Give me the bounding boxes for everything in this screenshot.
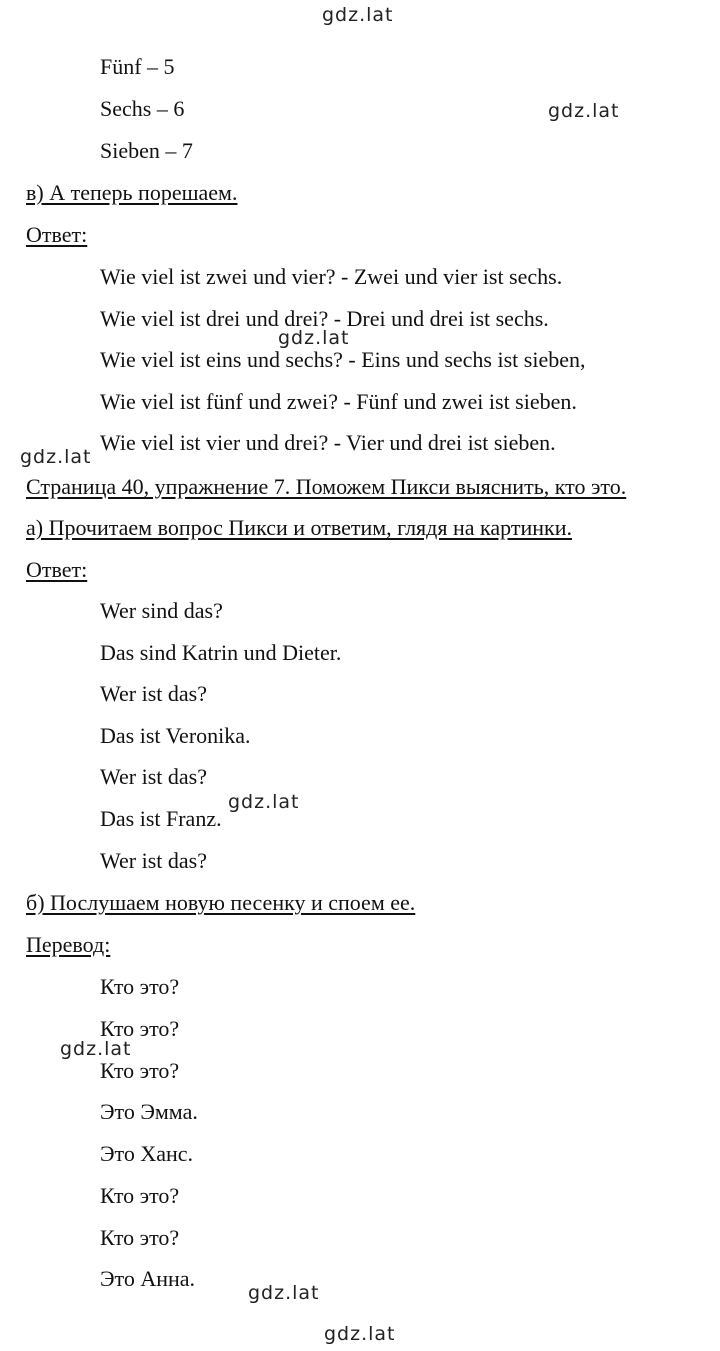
translation-line: Кто это?: [100, 1058, 180, 1083]
translation-line: Кто это?: [100, 974, 180, 999]
translation-label: Перевод:: [26, 932, 111, 957]
answer-line: Wer ist das?: [100, 848, 207, 873]
watermark: gdz.lat: [60, 1038, 132, 1060]
section-heading-b: б) Послушаем новую песенку и споем ее.: [26, 890, 416, 915]
answer-label: Ответ:: [26, 222, 88, 247]
answer-line: Das ist Veronika.: [100, 723, 251, 748]
answer-line: Das sind Katrin und Dieter.: [100, 640, 342, 665]
answer-label: Ответ:: [26, 557, 88, 582]
watermark: gdz.lat: [248, 1282, 320, 1304]
section-heading-a: а) Прочитаем вопрос Пикси и ответим, глядя на картинки.: [26, 515, 572, 540]
translation-line: Кто это?: [100, 1016, 180, 1041]
translation-line: Кто это?: [100, 1225, 180, 1250]
answer-line: Wie viel ist drei und drei? - Drei und drei ist sechs.: [100, 306, 549, 331]
translation-line: Это Ханс.: [100, 1141, 194, 1166]
answer-line: Wie viel ist fünf und zwei? - Fünf und zwei ist sieben.: [100, 389, 577, 414]
answer-line: Wer sind das?: [100, 598, 223, 623]
translation-line: Кто это?: [100, 1183, 180, 1208]
watermark: gdz.lat: [278, 327, 350, 349]
answer-line: Wie viel ist zwei und vier? - Zwei und vier ist sechs.: [100, 264, 563, 289]
watermark: gdz.lat: [322, 4, 394, 26]
number-line-sieben: Sieben – 7: [100, 138, 193, 163]
answer-line: Wie viel ist eins und sechs? - Eins und sechs ist sieben,: [100, 347, 586, 372]
watermark: gdz.lat: [228, 791, 300, 813]
watermark: gdz.lat: [20, 446, 92, 468]
watermark: gdz.lat: [548, 100, 620, 122]
exercise-title: Страница 40, упражнение 7. Поможем Пикси выяснить, кто это.: [26, 474, 627, 499]
answer-line: Wer ist das?: [100, 764, 207, 789]
translation-line: Это Анна.: [100, 1266, 196, 1291]
section-heading-v: в) А теперь порешаем.: [26, 180, 238, 205]
answer-line: Wie viel ist vier und drei? - Vier und drei ist sieben.: [100, 430, 556, 455]
number-line-fuenf: Fünf – 5: [100, 54, 175, 79]
number-line-sechs: Sechs – 6: [100, 96, 185, 121]
translation-line: Это Эмма.: [100, 1099, 198, 1124]
watermark: gdz.lat: [324, 1323, 396, 1345]
answer-line: Wer ist das?: [100, 681, 207, 706]
answer-line: Das ist Franz.: [100, 806, 222, 831]
